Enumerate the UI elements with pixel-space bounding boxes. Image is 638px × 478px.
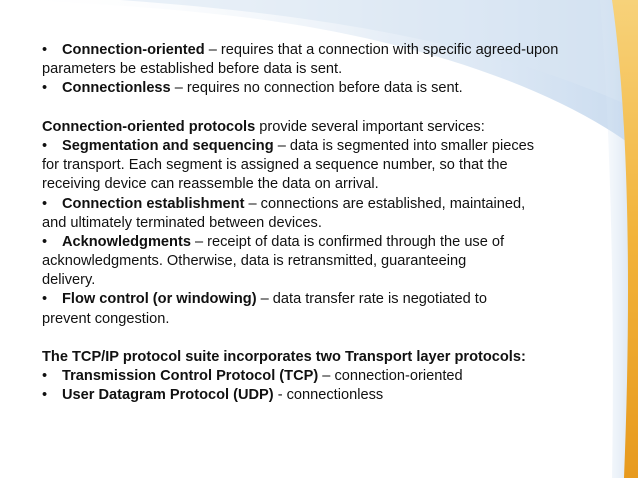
bullet-glyph: • bbox=[42, 137, 48, 154]
section-intro bbox=[42, 118, 612, 137]
bullet-glyph: • bbox=[42, 368, 48, 385]
text-line: for transport. Each segment is assigned a sequence number, so that the bbox=[42, 157, 508, 174]
term: Connectionless bbox=[62, 80, 171, 97]
section-intro-bold: Connection-oriented protocols bbox=[42, 118, 256, 135]
description: – requires that a connection with specific agreed-upon bbox=[204, 42, 559, 58]
term: Connection establishment bbox=[62, 195, 245, 212]
term: Acknowledgments bbox=[62, 233, 191, 250]
bullet-line bbox=[42, 195, 612, 214]
bullet-line bbox=[42, 41, 612, 60]
term: Connection-oriented bbox=[62, 42, 205, 58]
description: – data transfer rate is negotiated to bbox=[256, 291, 487, 308]
bullet-line bbox=[42, 79, 612, 98]
text-line: and ultimately terminated between devices. bbox=[42, 214, 322, 231]
bullet-glyph: • bbox=[42, 387, 48, 404]
text-line: acknowledgments. Otherwise, data is retransmitted, guaranteeing bbox=[42, 253, 467, 270]
bullet-line bbox=[42, 367, 612, 386]
bullet-line bbox=[42, 137, 612, 156]
description: – connections are established, maintained, bbox=[244, 195, 526, 212]
description: - connectionless bbox=[273, 387, 384, 404]
section-heading: The TCP/IP protocol suite incorporates two Transport layer protocols: bbox=[42, 349, 526, 365]
text-line: prevent congestion. bbox=[42, 310, 170, 327]
slide-body bbox=[42, 41, 612, 406]
term: Transmission Control Protocol (TCP) bbox=[62, 368, 319, 385]
term: Segmentation and sequencing bbox=[62, 137, 274, 154]
bullet-glyph: • bbox=[42, 233, 48, 250]
bullet-glyph: • bbox=[42, 195, 48, 212]
bullet-line bbox=[42, 290, 612, 309]
bullet-glyph: • bbox=[42, 80, 48, 97]
text-line: delivery. bbox=[42, 272, 96, 289]
bullet-line bbox=[42, 386, 612, 405]
description: – requires no connection before data is sent. bbox=[170, 80, 463, 97]
description: – data is segmented into smaller pieces bbox=[273, 137, 535, 154]
text-line: parameters be established before data is sent. bbox=[42, 61, 343, 78]
spacer bbox=[42, 329, 612, 348]
term: Flow control (or windowing) bbox=[62, 291, 257, 308]
text-line: receiving device can reassemble the data on arrival. bbox=[42, 176, 379, 193]
spacer bbox=[42, 99, 612, 118]
bullet-line bbox=[42, 233, 612, 252]
bullet-glyph: • bbox=[42, 291, 48, 308]
bullet-glyph: • bbox=[42, 42, 48, 58]
term: User Datagram Protocol (UDP) bbox=[62, 387, 274, 404]
section-intro-rest: provide several important services: bbox=[255, 118, 485, 135]
description: – receipt of data is confirmed through the use of bbox=[190, 233, 505, 250]
description: – connection-oriented bbox=[318, 368, 463, 385]
